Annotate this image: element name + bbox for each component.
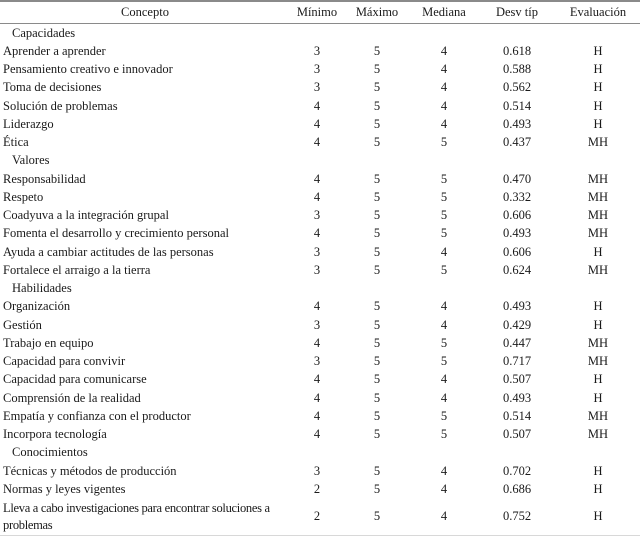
cell-median: 5 xyxy=(440,408,448,423)
cell-min: 2 xyxy=(313,481,321,496)
cell-sd: 0.507 xyxy=(502,372,532,387)
cell-min: 3 xyxy=(313,244,321,259)
cell-median: 5 xyxy=(440,335,448,350)
cell-median: 4 xyxy=(440,116,448,131)
cell-eval: H xyxy=(593,481,603,496)
cell-concept: Toma de decisiones xyxy=(3,80,102,95)
cell-min: 3 xyxy=(313,43,321,58)
cell-eval: H xyxy=(593,43,603,58)
cell-max: 5 xyxy=(373,116,381,131)
cell-sd: 0.588 xyxy=(502,62,532,77)
cell-eval: H xyxy=(593,98,603,113)
cell-median: 4 xyxy=(440,372,448,387)
cell-min: 3 xyxy=(313,354,321,369)
cell-median: 5 xyxy=(440,208,448,223)
table-row xyxy=(0,298,640,316)
cell-sd: 0.514 xyxy=(502,98,532,113)
table-header-row xyxy=(0,2,640,24)
cell-median: 5 xyxy=(440,262,448,277)
cell-median: 5 xyxy=(440,226,448,241)
cell-min: 4 xyxy=(313,189,321,204)
cell-min: 4 xyxy=(313,226,321,241)
cell-min: 3 xyxy=(313,262,321,277)
cell-min: 4 xyxy=(313,427,321,442)
cell-concept: Ética xyxy=(3,135,29,150)
table-row xyxy=(0,207,640,225)
table-row xyxy=(0,389,640,407)
section-row xyxy=(0,280,640,298)
cell-concept: Responsabilidad xyxy=(3,171,86,186)
cell-sd: 0.606 xyxy=(502,244,532,259)
cell-eval: H xyxy=(593,244,603,259)
section-title: Capacidades xyxy=(12,25,76,40)
cell-concept: Normas y leyes vigentes xyxy=(3,481,126,496)
cell-min: 4 xyxy=(313,390,321,405)
table-row xyxy=(0,480,640,498)
table-row xyxy=(0,134,640,152)
cell-sd: 0.493 xyxy=(502,116,532,131)
table-row xyxy=(0,97,640,115)
table-body xyxy=(0,24,640,535)
header-sd: Desv típ xyxy=(495,5,538,19)
header-concept: Concepto xyxy=(121,5,169,19)
cell-concept: Liderazgo xyxy=(3,116,54,131)
cell-median: 4 xyxy=(440,299,448,314)
cell-max: 5 xyxy=(373,80,381,95)
cell-concept: Ayuda a cambiar actitudes de las personas xyxy=(3,244,214,259)
cell-max: 5 xyxy=(373,354,381,369)
cell-min: 4 xyxy=(313,135,321,150)
cell-concept: Organización xyxy=(3,299,71,314)
cell-eval: H xyxy=(593,116,603,131)
cell-max: 5 xyxy=(373,481,381,496)
cell-max: 5 xyxy=(373,226,381,241)
cell-median: 4 xyxy=(440,463,448,478)
cell-max: 5 xyxy=(373,299,381,314)
cell-eval: MH xyxy=(587,189,609,204)
table-row xyxy=(0,188,640,206)
cell-median: 4 xyxy=(440,509,448,523)
cell-median: 5 xyxy=(440,189,448,204)
cell-concept: Comprensión de la realidad xyxy=(3,390,141,405)
cell-sd: 0.437 xyxy=(502,135,532,150)
table-row xyxy=(0,115,640,133)
cell-eval: MH xyxy=(587,262,609,277)
cell-sd: 0.493 xyxy=(502,299,532,314)
cell-sd: 0.332 xyxy=(502,189,532,204)
cell-sd: 0.752 xyxy=(502,509,532,523)
cell-eval: MH xyxy=(587,226,609,241)
cell-min: 4 xyxy=(313,335,321,350)
cell-eval: H xyxy=(593,390,603,405)
header-max: Máximo xyxy=(355,5,399,19)
cell-sd: 0.447 xyxy=(502,335,532,350)
cell-median: 4 xyxy=(440,481,448,496)
cell-concept: Incorpora tecnología xyxy=(3,427,107,442)
cell-max: 5 xyxy=(373,98,381,113)
cell-min: 4 xyxy=(313,372,321,387)
cell-max: 5 xyxy=(373,244,381,259)
cell-median: 4 xyxy=(440,317,448,332)
cell-sd: 0.618 xyxy=(502,43,532,58)
section-title: Conocimientos xyxy=(12,445,88,460)
cell-concept: Capacidad para comunicarse xyxy=(3,372,147,387)
cell-eval: H xyxy=(593,463,603,478)
cell-eval: H xyxy=(593,62,603,77)
cell-concept: Fortalece el arraigo a la tierra xyxy=(3,262,151,277)
cell-max: 5 xyxy=(373,390,381,405)
cell-max: 5 xyxy=(373,463,381,478)
cell-max: 5 xyxy=(373,43,381,58)
cell-eval: H xyxy=(593,509,603,523)
section-row xyxy=(0,444,640,462)
cell-eval: MH xyxy=(587,335,609,350)
cell-concept: Trabajo en equipo xyxy=(3,335,94,350)
cell-eval: H xyxy=(593,372,603,387)
cell-max: 5 xyxy=(373,135,381,150)
cell-median: 4 xyxy=(440,390,448,405)
cell-concept: Técnicas y métodos de producción xyxy=(3,463,177,478)
cell-max: 5 xyxy=(373,208,381,223)
cell-eval: H xyxy=(593,317,603,332)
cell-min: 4 xyxy=(313,408,321,423)
cell-max: 5 xyxy=(373,171,381,186)
header-eval: Evaluación xyxy=(569,5,627,19)
cell-median: 5 xyxy=(440,354,448,369)
table-row xyxy=(0,261,640,279)
cell-sd: 0.717 xyxy=(502,354,532,369)
cell-median: 4 xyxy=(440,43,448,58)
table-row xyxy=(0,371,640,389)
cell-min: 4 xyxy=(313,98,321,113)
table-row xyxy=(0,407,640,425)
cell-max: 5 xyxy=(373,335,381,350)
cell-median: 4 xyxy=(440,62,448,77)
cell-max: 5 xyxy=(373,509,381,523)
table-row xyxy=(0,353,640,371)
table-row xyxy=(0,316,640,334)
cell-min: 3 xyxy=(313,317,321,332)
table-row xyxy=(0,243,640,261)
cell-max: 5 xyxy=(373,189,381,204)
cell-min: 4 xyxy=(313,299,321,314)
cell-eval: MH xyxy=(587,135,609,150)
table-row xyxy=(0,225,640,243)
cell-sd: 0.470 xyxy=(502,171,532,186)
table-row xyxy=(0,462,640,480)
cell-concept: Solución de problemas xyxy=(3,98,118,113)
cell-eval: MH xyxy=(587,408,609,423)
cell-concept: Coadyuva a la integración grupal xyxy=(3,208,169,223)
table-row xyxy=(0,61,640,79)
cell-min: 3 xyxy=(313,208,321,223)
cell-min: 3 xyxy=(313,80,321,95)
cell-sd: 0.562 xyxy=(502,80,532,95)
table-row xyxy=(0,499,640,535)
cell-eval: H xyxy=(593,80,603,95)
cell-median: 5 xyxy=(440,135,448,150)
cell-sd: 0.514 xyxy=(502,408,532,423)
table-row xyxy=(0,426,640,444)
cell-concept: Fomenta el desarrollo y crecimiento personal xyxy=(3,226,229,241)
cell-sd: 0.493 xyxy=(502,390,532,405)
cell-max: 5 xyxy=(373,427,381,442)
cell-median: 4 xyxy=(440,244,448,259)
cell-min: 3 xyxy=(313,463,321,478)
table-row xyxy=(0,170,640,188)
table-row xyxy=(0,334,640,352)
cell-min: 3 xyxy=(313,62,321,77)
cell-sd: 0.429 xyxy=(502,317,532,332)
cell-eval: MH xyxy=(587,427,609,442)
cell-sd: 0.493 xyxy=(502,226,532,241)
section-row xyxy=(0,24,640,42)
cell-median: 5 xyxy=(440,427,448,442)
cell-eval: MH xyxy=(587,208,609,223)
cell-max: 5 xyxy=(373,408,381,423)
header-min: Mínimo xyxy=(296,5,338,19)
cell-max: 5 xyxy=(373,62,381,77)
cell-min: 4 xyxy=(313,171,321,186)
cell-min: 2 xyxy=(313,509,321,523)
cell-max: 5 xyxy=(373,317,381,332)
cell-eval: MH xyxy=(587,171,609,186)
cell-concept: Pensamiento creativo e innovador xyxy=(3,62,173,77)
cell-eval: H xyxy=(593,299,603,314)
cell-concept: Empatía y confianza con el productor xyxy=(3,408,191,423)
cell-eval: MH xyxy=(587,354,609,369)
cell-sd: 0.686 xyxy=(502,481,532,496)
cell-sd: 0.624 xyxy=(502,262,532,277)
cell-sd: 0.606 xyxy=(502,208,532,223)
cell-max: 5 xyxy=(373,262,381,277)
cell-concept: Lleva a cabo investigaciones para encontrar soluciones a problemas xyxy=(3,500,270,532)
section-row xyxy=(0,152,640,170)
cell-concept: Aprender a aprender xyxy=(3,43,106,58)
cell-median: 4 xyxy=(440,80,448,95)
section-title: Habilidades xyxy=(12,281,72,296)
section-title: Valores xyxy=(12,153,50,168)
cell-median: 5 xyxy=(440,171,448,186)
table-bottom-rule xyxy=(0,535,640,536)
cell-sd: 0.702 xyxy=(502,463,532,478)
cell-sd: 0.507 xyxy=(502,427,532,442)
cell-concept: Capacidad para convivir xyxy=(3,354,126,369)
cell-concept: Respeto xyxy=(3,189,44,204)
cell-min: 4 xyxy=(313,116,321,131)
cell-median: 4 xyxy=(440,98,448,113)
cell-max: 5 xyxy=(373,372,381,387)
header-median: Mediana xyxy=(422,5,466,19)
table-row xyxy=(0,42,640,60)
table-row xyxy=(0,79,640,97)
cell-concept: Gestión xyxy=(3,317,42,332)
